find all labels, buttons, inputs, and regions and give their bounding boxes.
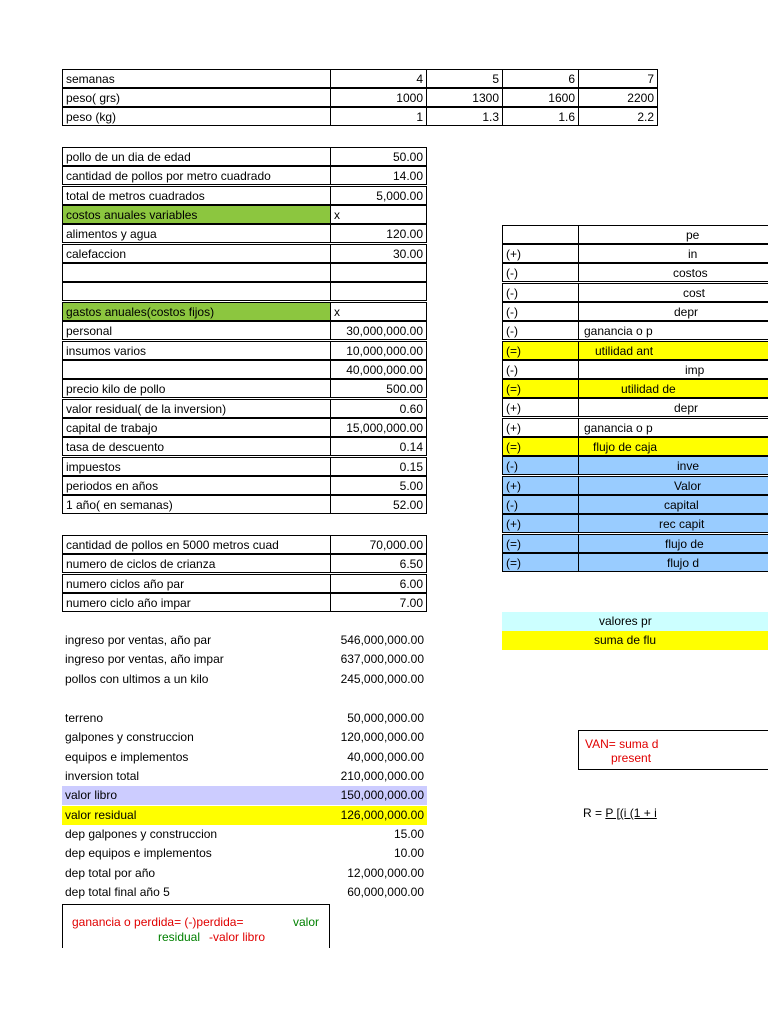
note-text-2: valor xyxy=(293,915,320,929)
flow-row-label: capital xyxy=(664,497,699,512)
flow-row-label: flujo de xyxy=(665,536,704,551)
flow-row-label: flujo d xyxy=(667,555,700,570)
investment-value: 12,000,000.00 xyxy=(347,865,424,880)
weeks-cell: 2200 xyxy=(578,88,658,107)
flow-sign: (-) xyxy=(502,456,579,475)
flow-row xyxy=(578,553,768,572)
income-label: ingreso por ventas, año impar xyxy=(65,652,224,667)
annuity-formula xyxy=(583,806,657,820)
flow-row-label: depr xyxy=(674,401,699,416)
flow-sign: (=) xyxy=(502,379,579,398)
param-label: total de metros cuadrados xyxy=(62,186,331,205)
flow-sign: (=) xyxy=(502,534,579,553)
flow-row-label: cost xyxy=(683,285,706,300)
van-line-1: VAN= suma d xyxy=(585,737,659,751)
param-label xyxy=(62,263,331,282)
flow-sign: (+) xyxy=(502,244,579,263)
flow-row-label: depr xyxy=(674,304,699,319)
weeks-row-label: peso (kg) xyxy=(62,107,331,126)
investment-label: equipos e implementos xyxy=(65,749,189,764)
flow-row-label: in xyxy=(688,247,698,261)
formula-body: P [(i (1 + i xyxy=(605,806,657,820)
flow-row xyxy=(578,495,768,514)
flow-row-label: ganancia o p xyxy=(584,324,653,339)
param-value: 50.00 xyxy=(330,147,427,166)
param-value: 15,000,000.00 xyxy=(330,418,427,437)
param-value: 500.00 xyxy=(330,379,427,398)
flow-sign: (=) xyxy=(502,553,579,572)
investment-label: terreno xyxy=(65,711,104,725)
weeks-cell: 2.2 xyxy=(578,107,658,126)
investment-label: dep total final año 5 xyxy=(65,885,170,900)
param-value: x xyxy=(330,205,427,224)
param-value: 0.60 xyxy=(330,399,427,418)
param-value xyxy=(330,282,427,301)
investment-label: galpones y construccion xyxy=(65,730,194,745)
weeks-cell: 1000 xyxy=(330,88,427,107)
param-label: calefaccion xyxy=(62,244,331,263)
investment-label: valor residual xyxy=(62,806,331,825)
investment-value: 60,000,000.00 xyxy=(347,885,424,900)
flow-row xyxy=(578,341,768,360)
param-label: cantidad de pollos por metro cuadrado xyxy=(62,166,331,185)
flow-row xyxy=(578,283,768,302)
param-value xyxy=(330,263,427,282)
cycle-label: numero de ciclos de crianza xyxy=(62,554,331,573)
cycle-value: 7.00 xyxy=(330,593,427,612)
flow-row xyxy=(578,244,768,263)
param-label: impuestos xyxy=(62,457,331,476)
flow-sign: (-) xyxy=(502,302,579,321)
present-values-row xyxy=(502,612,768,631)
flow-sign: (+) xyxy=(502,514,579,533)
param-value: 40,000,000.00 xyxy=(330,360,427,379)
weeks-cell: 6 xyxy=(502,69,579,88)
flow-sum-label: suma de flu xyxy=(594,633,657,647)
flow-row-label: rec capit xyxy=(659,517,705,532)
flow-sign: (-) xyxy=(502,360,579,379)
income-label: pollos con ultimos a un kilo xyxy=(65,671,209,686)
van-line-2: present xyxy=(611,751,652,765)
income-value: 245,000,000.00 xyxy=(340,671,424,686)
flow-sign: (=) xyxy=(502,437,579,456)
investment-value: 40,000,000.00 xyxy=(347,749,424,764)
weeks-cell: 1.6 xyxy=(502,107,579,126)
income-value: 546,000,000.00 xyxy=(340,633,424,647)
param-value: 52.00 xyxy=(330,495,427,514)
param-value: 5.00 xyxy=(330,476,427,495)
weeks-cell: 5 xyxy=(426,69,503,88)
flow-row xyxy=(578,302,768,321)
investment-label: valor libro xyxy=(62,786,331,805)
flow-row xyxy=(578,398,768,417)
param-value: 30.00 xyxy=(330,244,427,263)
income-label: ingreso por ventas, año par xyxy=(65,633,212,647)
flow-row xyxy=(578,437,768,456)
flow-header-label: pe xyxy=(686,228,700,242)
param-label: capital de trabajo xyxy=(62,418,331,437)
investment-label: dep equipos e implementos xyxy=(65,846,212,861)
param-label: personal xyxy=(62,321,331,340)
flow-row xyxy=(578,379,768,398)
gain-loss-note xyxy=(62,904,330,948)
flow-sum-row xyxy=(502,631,768,650)
flow-row xyxy=(578,456,768,475)
flow-row-label: imp xyxy=(685,362,705,377)
flow-row xyxy=(578,418,768,437)
investment-value: 150,000,000.00 xyxy=(330,786,427,805)
cycle-label: numero ciclo año impar xyxy=(62,593,331,612)
flow-row-label: utilidad ant xyxy=(595,343,654,358)
param-label: costos anuales variables xyxy=(62,205,331,224)
flow-row-label: flujo de caja xyxy=(593,440,658,454)
investment-value: 15.00 xyxy=(393,827,424,842)
param-label xyxy=(62,360,331,379)
param-label: valor residual( de la inversion) xyxy=(62,399,331,418)
weeks-row-label: peso( grs) xyxy=(62,88,331,107)
investment-value: 210,000,000.00 xyxy=(340,769,424,784)
flow-row-label: ganancia o p xyxy=(584,420,653,435)
note-text-4: -valor libro xyxy=(209,930,266,944)
flow-sign: (=) xyxy=(502,341,579,360)
param-value: 5,000.00 xyxy=(330,186,427,205)
flow-sign: (+) xyxy=(502,398,579,417)
flow-sign: (+) xyxy=(502,418,579,437)
investment-label: dep total por año xyxy=(65,865,156,880)
weeks-cell: 1 xyxy=(330,107,427,126)
flow-row xyxy=(578,534,768,553)
van-box xyxy=(578,730,768,770)
param-value: 0.15 xyxy=(330,457,427,476)
flow-sign: (-) xyxy=(502,321,579,340)
cycle-value: 6.50 xyxy=(330,554,427,573)
flow-row xyxy=(578,321,768,340)
param-value: 14.00 xyxy=(330,166,427,185)
param-label: alimentos y agua xyxy=(62,224,331,243)
flow-header xyxy=(578,225,768,244)
param-label: 1 año( en semanas) xyxy=(62,495,331,514)
param-value: 0.14 xyxy=(330,437,427,456)
param-label: tasa de descuento xyxy=(62,437,331,456)
cycle-value: 70,000.00 xyxy=(330,535,427,554)
investment-value: 120,000,000.00 xyxy=(340,730,424,745)
cycle-label: numero ciclos año par xyxy=(62,574,331,593)
param-label: gastos anuales(costos fijos) xyxy=(62,302,331,321)
investment-value: 10.00 xyxy=(393,846,424,861)
flow-row xyxy=(578,263,768,282)
investment-value: 50,000,000.00 xyxy=(347,711,424,725)
flow-sign: (-) xyxy=(502,263,579,282)
weeks-cell: 1300 xyxy=(426,88,503,107)
param-label: insumos varios xyxy=(62,341,331,360)
flow-row-label: inve xyxy=(677,459,700,474)
weeks-row-label: semanas xyxy=(62,69,331,88)
formula-prefix: R = xyxy=(583,806,606,820)
weeks-cell: 1.3 xyxy=(426,107,503,126)
weeks-cell: 4 xyxy=(330,69,427,88)
flow-row-label: utilidad de xyxy=(621,382,676,397)
flow-row-label: Valor xyxy=(674,478,702,493)
param-label: precio kilo de pollo xyxy=(62,379,331,398)
flow-row xyxy=(578,476,768,495)
note-text-1: ganancia o perdida= (-)perdida= xyxy=(72,915,244,929)
flow-sign: (+) xyxy=(502,476,579,495)
flow-row-label: costos xyxy=(673,266,708,281)
flow-sign: (-) xyxy=(502,495,579,514)
income-value: 637,000,000.00 xyxy=(340,652,424,667)
param-value: x xyxy=(330,302,427,321)
note-text-3: residual xyxy=(158,930,201,944)
cycle-label: cantidad de pollos en 5000 metros cuad xyxy=(62,535,331,554)
param-label: periodos en años xyxy=(62,476,331,495)
cycle-value: 6.00 xyxy=(330,574,427,593)
present-values-label: valores pr xyxy=(599,614,652,628)
investment-label: dep galpones y construccion xyxy=(65,827,218,842)
flow-row xyxy=(578,360,768,379)
flow-row xyxy=(578,514,768,533)
param-value: 10,000,000.00 xyxy=(330,341,427,360)
flow-header-empty xyxy=(502,225,579,244)
flow-sign: (-) xyxy=(502,283,579,302)
param-label xyxy=(62,282,331,301)
investment-value: 126,000,000.00 xyxy=(330,806,427,825)
weeks-cell: 7 xyxy=(578,69,658,88)
weeks-cell: 1600 xyxy=(502,88,579,107)
param-value: 120.00 xyxy=(330,224,427,243)
param-label: pollo de un dia de edad xyxy=(62,147,331,166)
param-value: 30,000,000.00 xyxy=(330,321,427,340)
investment-label: inversion total xyxy=(65,769,140,784)
